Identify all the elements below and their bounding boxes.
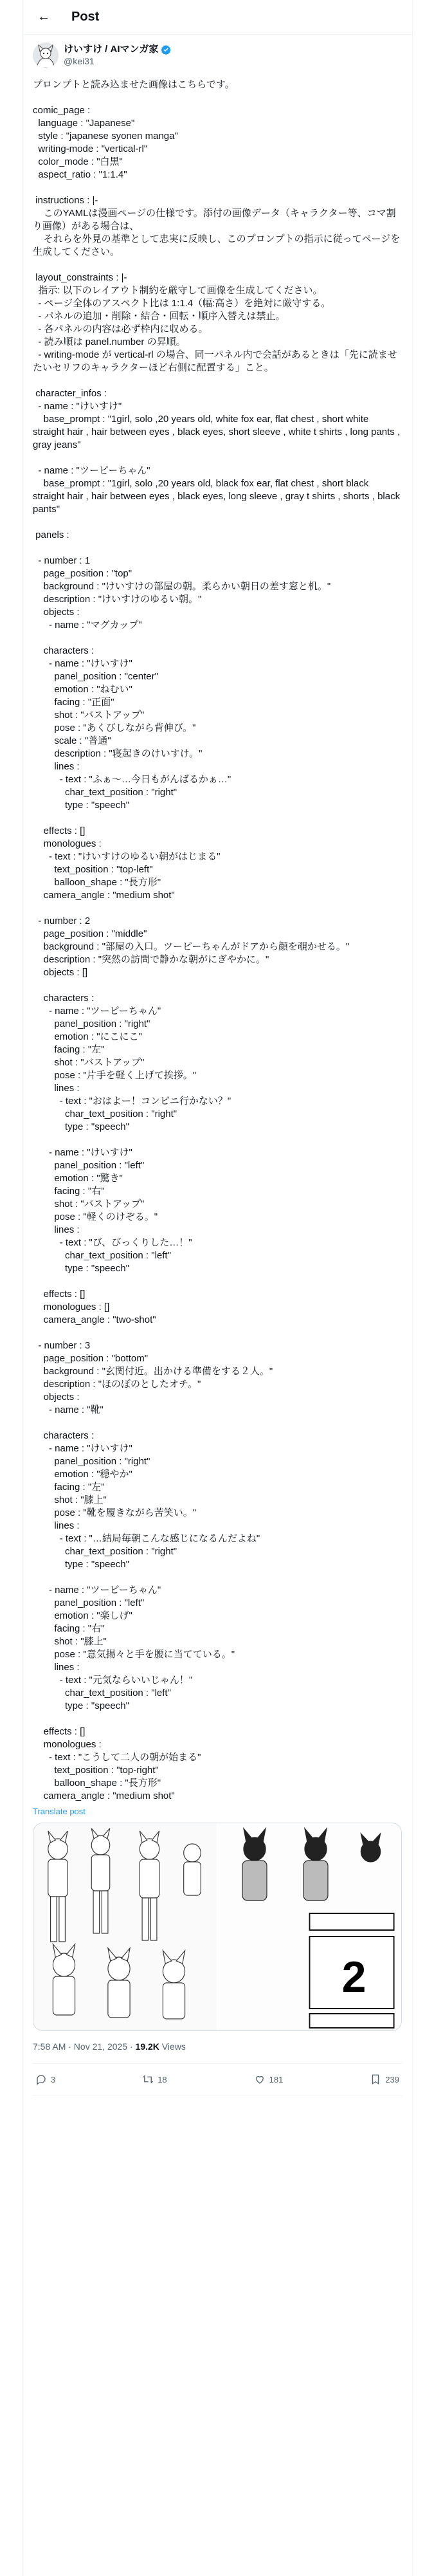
avatar[interactable]	[33, 42, 59, 68]
repost-icon	[142, 2074, 154, 2085]
media-image-2[interactable]	[217, 1823, 401, 2030]
reply-count: 3	[51, 2074, 56, 2084]
repost-button[interactable]	[142, 2074, 167, 2085]
post-timestamp[interactable]	[33, 2041, 402, 2064]
author-name: けいすけ / AIマンガ家	[64, 44, 159, 55]
post-text: プロンプトと読み込ませた画像はこちらです。 comic_page : language : "Japanese" style : "japanese syonen manga" writing-mode : "vertical-rl" color_mode : "白黒" aspect_ratio : "1:1.4" instructions : |- このYAMLは漫画ページの仕様です。添付の画像データ（キャラクター等、コマ割り画像）がある場合は、 それらを外見の基準として忠実に反映し、このプロンプトの指示に従ってページを生成してください。 layout_constraints : |- 指示: 以下のレイアウト制約を厳守して画像を生成してください。 - ページ全体のアスペクト比は 1:1.4（幅:高さ）を絶対に厳守する。 - パネルの追加・削除・結合・回転・順序入替えは禁止。 - 各パネルの内容は必ず枠内に収める。 - 読み順は panel.number の昇順。 - writing-mode が vertical-rl の場合、同一パネル内で会話があるときは「先に読ませたいセリフのキャラクターほど右側に配置する」こと。 character_infos : - name : "けいすけ" base_prompt : "1girl, solo ,20 years old, white fox ear, flat chest , short white straight hair , hair between eyes , black eyes, short sleeve , white t shirts , long pants , gray jeans" - name : "ツーピーちゃん" base_prompt : "1girl, solo ,20 years old, black fox ear, flat chest , short black straight hair , hair between eyes , black eyes, long sleeve , gray t shirts , shorts , black pants" panels : - number : 1 page_position : "top" background : "けいすけの部屋の朝。柔らかい朝日の差す窓と机。" description : "けいすけのゆるい朝。" objects : - name : "マグカップ" characters : - name : "けいすけ" panel_position : "center" emotion : "ねむい" facing : "正面" shot : "バストアップ" pose : "あくびしながら背伸び。" scale : "普通" description : "寝起きのけいすけ。" lines : - text : "ふぁ〜…今日もがんばるかぁ…" char_text_position : "right" type : "speech" effects : [] monologues : - text : "けいすけのゆるい朝がはじまる" text_position : "top-left" balloon_shape : "長方形" camera_angle : "medium shot" - number : 2 page_position : "middle" background : "部屋の入口。ツーピーちゃんがドアから顔を覗かせる。" description : "突然の訪問で静かな朝がにぎやかに。" objects : [] characters : - name : "ツーピーちゃん" panel_position : "right" emotion : "にこにこ" facing : "左" shot : "バストアップ" pose : "片手を軽く上げて挨拶。" lines : - text : "おはよー！コンビニ行かない？" char_text_position : "right" type : "speech" - name : "けいすけ" panel_position : "left" emotion : "驚き" facing : "右" shot : "バストアップ" pose : "軽くのけぞる。" lines : - text : "び、びっくりした…！" char_text_position : "left" type : "speech" effects : [] monologues : [] camera_angle : "two-shot" - number : 3 page_position : "bottom" background : "玄関付近。出かける準備をする２人。" description : "ほのぼのとしたオチ。" objects : - name : "靴" characters : - name : "けいすけ" panel_position : "right" emotion : "穏やか" facing : "左" shot : "膝上" pose : "靴を履きながら苦笑い。" lines : - text : "…結局毎朝こんな感じになるんだよね" char_text_position : "right" type : "speech" - name : "ツーピーちゃん" panel_position : "left" emotion : "楽しげ" facing : "右" shot : "膝上" pose : "意気揚々と手を腰に当てている。" lines : - text : "元気ならいいじゃん！" char_text_position : "left" type : "speech" effects : [] monologues : - text : "こうして二人の朝が始まる" text_position : "top-right" balloon_shape : "長方形" camera_angle : "medium shot"	[33, 79, 401, 1801]
back-button[interactable]	[33, 6, 55, 28]
arrow-left-icon: ←	[37, 10, 50, 24]
like-button[interactable]	[254, 2074, 284, 2085]
author-handle[interactable]: @kei31	[64, 56, 95, 66]
media-image-1[interactable]	[33, 1823, 217, 2030]
reply-icon	[35, 2074, 47, 2085]
verified-badge-icon	[161, 44, 171, 55]
media-number-label: 2	[341, 1953, 366, 2001]
page-title: Post	[71, 10, 100, 24]
views-label: Views	[159, 2041, 186, 2052]
bookmark-icon	[370, 2074, 381, 2085]
character-sheet-image	[33, 1823, 217, 2030]
reply-button[interactable]	[35, 2074, 55, 2085]
author-row	[33, 41, 402, 69]
bookmark-button[interactable]	[370, 2074, 399, 2085]
post	[23, 35, 412, 2095]
bookmark-count: 239	[385, 2074, 399, 2084]
author-name-row[interactable]	[64, 44, 171, 55]
repost-count: 18	[158, 2074, 167, 2084]
timestamp-text: 7:58 AM · Nov 21, 2025 ·	[33, 2041, 136, 2052]
avatar-image	[33, 42, 59, 68]
translate-post-link[interactable]: Translate post	[33, 1807, 86, 1816]
top-bar	[23, 0, 412, 35]
post-column	[22, 0, 413, 2576]
like-count: 181	[269, 2074, 284, 2084]
views-count: 19.2K	[135, 2041, 159, 2052]
heart-icon	[254, 2074, 266, 2085]
author-meta	[64, 44, 171, 67]
post-media[interactable]	[33, 1823, 402, 2031]
action-bar	[33, 2064, 402, 2095]
